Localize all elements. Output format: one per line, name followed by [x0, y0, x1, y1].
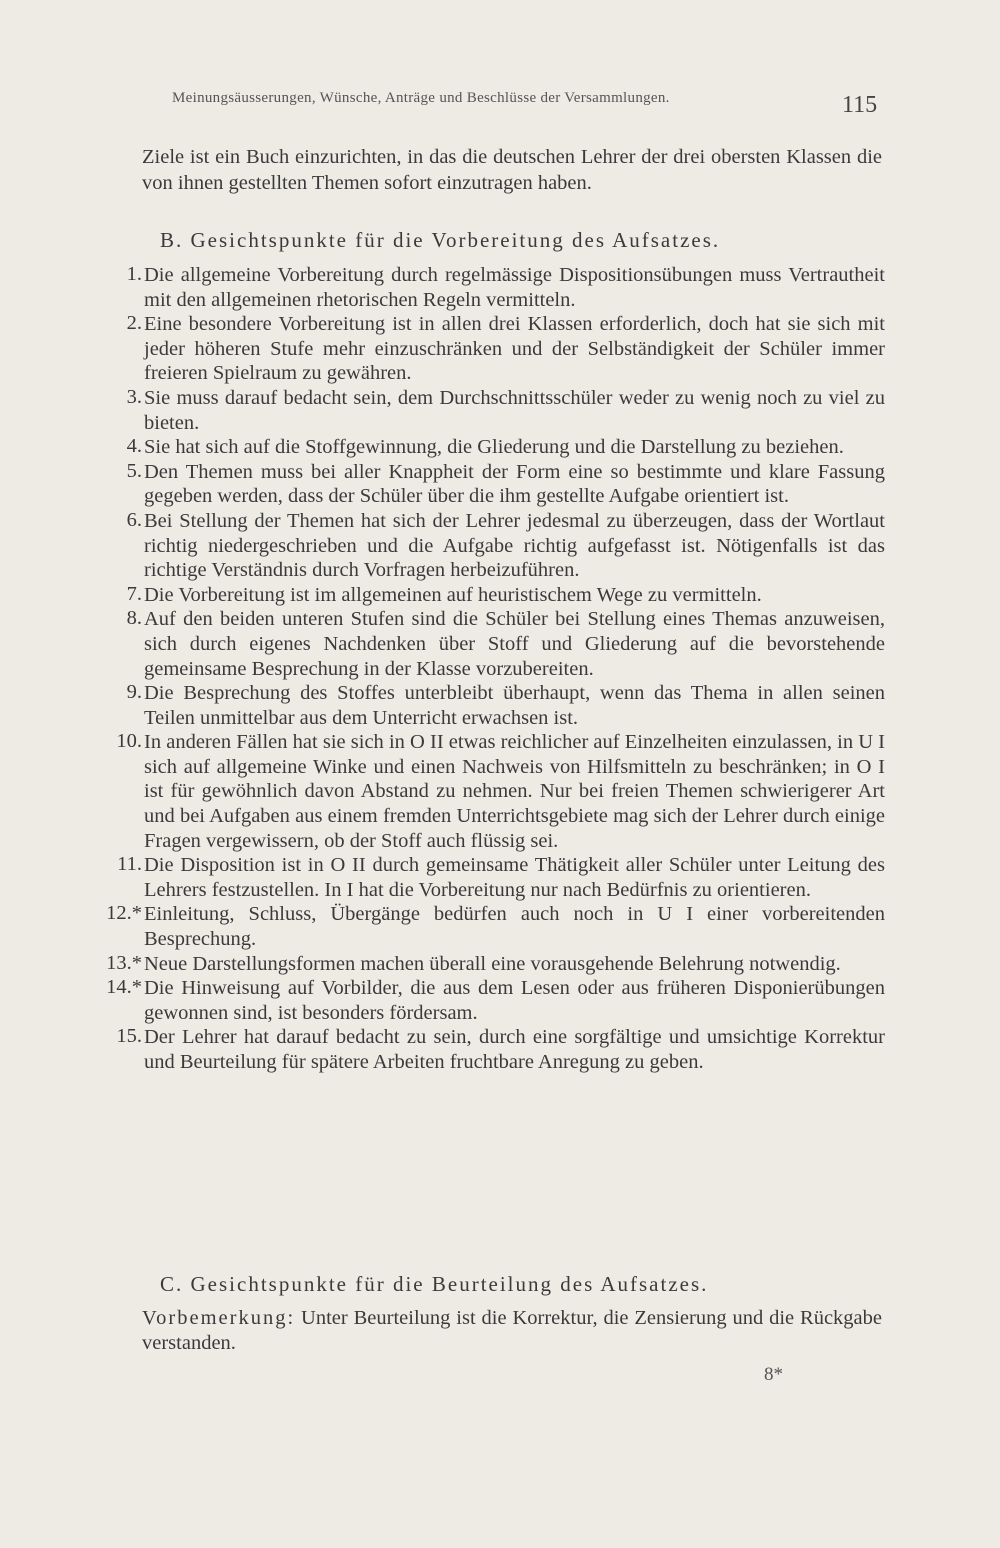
list-item-number: 7. [126, 582, 142, 605]
preliminary-note-label: Vorbemerkung: [142, 1307, 296, 1329]
list-item-number: 14.* [106, 976, 142, 999]
running-header: Meinungsäusserungen, Wünsche, Anträge und Beschlüsse der Versammlungen. [172, 90, 670, 106]
list-item [95, 607, 885, 681]
list-item-number: 3. [126, 385, 142, 408]
list-item-text: Die Disposition ist in O II durch gemeinsame Thätigkeit aller Schüler unter Leitung des Lehrers festzustellen. In I hat die Vorbereitung nur nach Bedürfnis zu orientieren. [144, 854, 885, 901]
list-item-text: Den Themen muss bei aller Knappheit der Form eine so bestimmte und klare Fassung gegeben werden, dass der Schüler über die ihm gestellte Aufgabe orientiert ist. [144, 460, 885, 508]
list-item-text: Auf den beiden unteren Stufen sind die Schüler bei Stellung eines Themas anzuweisen, sich durch eigenes Nachdenken über Stoff und Gliederung auf die bevorstehende gemeinsame Besprechung in der Klasse vorzubereiten. [144, 608, 885, 680]
list-item-text: In anderen Fällen hat sie sich in O II etwas reichlicher auf Einzelheiten einzulassen, in U I sich auf allgemeine Winke und einen Nachweis von Hilfsmitteln zu beschränken; in O I ist für gewöhnlich davon Abstand zu nehmen. Nur bei freien Themen schwierigerer Art und bei Aufgaben aus einem fremden Unterrichtsgebiete mag sich der Lehrer durch einige Fragen vergewissern, ob der Stoff auch flüssig sei. [144, 731, 885, 852]
list-item [95, 952, 885, 977]
list-item [95, 976, 885, 1025]
preliminary-note-text: Unter Beurteilung ist die Korrektur, die Zensierung und die Rückgabe verstanden. [142, 1307, 882, 1354]
list-item-text: Der Lehrer hat darauf bedacht zu sein, durch eine sorgfältige und umsichtige Korrektur und Beurteilung für spätere Arbeiten fruchtbare Anregung zu geben. [144, 1026, 885, 1073]
list-item-text: Die Vorbereitung ist im allgemeinen auf heuristischem Wege zu vermitteln. [144, 583, 762, 606]
list-item [95, 681, 885, 730]
list-item [95, 435, 885, 460]
list-item-number: 1. [126, 263, 142, 285]
list-item [95, 312, 885, 386]
list-item-number: 2. [126, 312, 142, 335]
list-item [95, 853, 885, 902]
list-item-number: 15. [116, 1025, 142, 1048]
section-b-heading: B. Gesichtspunkte für die Vorbereitung des Aufsatzes. [160, 228, 721, 252]
list-item-text: Die Hinweisung auf Vorbilder, die aus dem Lesen oder aus früheren Disponierübungen gewonnen sind, ist besonders fördersam. [144, 977, 885, 1024]
list-item-text: Die allgemeine Vorbereitung durch regelmässige Dispositionsübungen muss Vertrautheit mit den allgemeinen rhetorischen Regeln vermitteln. [144, 264, 885, 311]
section-b-list [95, 263, 885, 1075]
list-item-text: Sie hat sich auf die Stoffgewinnung, die Gliederung und die Darstellung zu beziehen. [144, 436, 844, 459]
list-item-text: Sie muss darauf bedacht sein, dem Durchschnittsschüler weder zu wenig noch zu viel zu bieten. [144, 386, 885, 434]
intro-paragraph: Ziele ist ein Buch einzurichten, in das die deutschen Lehrer der drei obersten Klassen die von ihnen gestellten Themen sofort einzutragen haben. [142, 146, 882, 194]
list-item-text: Neue Darstellungsformen machen überall eine vorausgehende Belehrung notwendig. [144, 952, 841, 975]
list-item [95, 263, 885, 312]
list-item-text: Die Besprechung des Stoffes unterbleibt überhaupt, wenn das Thema in allen seinen Teilen unmittelbar aus dem Unterricht erwachsen ist. [144, 682, 885, 729]
list-item-number: 11. [117, 853, 142, 876]
list-item [95, 460, 885, 509]
list-item [95, 509, 885, 583]
list-item-text: Einleitung, Schluss, Übergänge bedürfen auch noch in U I einer vorbereitenden Besprechung. [144, 903, 885, 951]
page-number: 115 [842, 92, 878, 118]
list-item-number: 5. [126, 459, 142, 482]
preliminary-note [142, 1306, 882, 1356]
list-item-number: 13.* [106, 951, 142, 974]
list-item-number: 8. [126, 607, 142, 630]
list-item [95, 1025, 885, 1074]
list-item-number: 12.* [106, 902, 142, 925]
list-item-number: 9. [126, 681, 142, 704]
list-item [95, 583, 885, 608]
list-item [95, 730, 885, 853]
list-item-text: Eine besondere Vorbereitung ist in allen drei Klassen erforderlich, doch hat sie sich mit jeder höheren Stufe mehr einzuschränken und der Selbständigkeit der Schüler immer freieren Spielraum zu gewähren. [144, 313, 885, 385]
section-c-heading: C. Gesichtspunkte für die Beurteilung des Aufsatzes. [160, 1272, 709, 1296]
list-item-number: 10. [116, 730, 142, 753]
list-item-text: Bei Stellung der Themen hat sich der Lehrer jedesmal zu überzeugen, dass der Wortlaut richtig niedergeschrieben und die Aufgabe richtig aufgefasst ist. Nötigenfalls ist das richtige Verständnis durch Vorfragen herbeizuführen. [144, 509, 885, 582]
signature-mark: 8* [764, 1364, 783, 1385]
list-item [95, 386, 885, 435]
list-item [95, 902, 885, 951]
list-item-number: 4. [126, 435, 142, 458]
list-item-number: 6. [126, 508, 142, 531]
